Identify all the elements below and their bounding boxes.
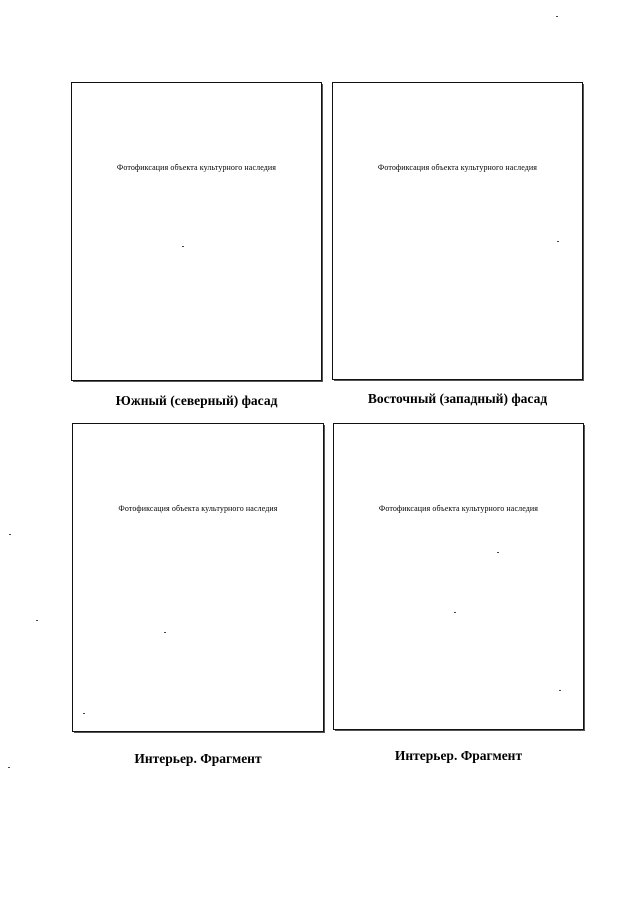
scan-speck bbox=[9, 534, 11, 535]
scan-speck bbox=[83, 713, 85, 714]
scan-speck bbox=[454, 612, 456, 613]
caption-east-facade: Восточный (западный) фасад bbox=[367, 391, 548, 406]
photo-frame-interior-1 bbox=[72, 423, 324, 732]
scan-speck bbox=[556, 16, 558, 17]
scan-speck bbox=[36, 620, 38, 621]
photo-frame-interior-2 bbox=[333, 423, 584, 730]
photo-frame-south-facade bbox=[71, 82, 322, 381]
scan-speck bbox=[8, 767, 10, 768]
caption-interior-1: Интерьер. Фрагмент bbox=[134, 751, 262, 766]
photo-frame-east-facade bbox=[332, 82, 583, 380]
caption-interior-2: Интерьер. Фрагмент bbox=[394, 748, 523, 763]
scan-speck bbox=[182, 246, 184, 247]
scan-speck bbox=[497, 552, 499, 553]
photo-placeholder-text: Фотофиксация объекта культурного наследия bbox=[377, 163, 538, 172]
scan-speck bbox=[559, 690, 561, 691]
caption-south-facade: Южный (северный) фасад bbox=[115, 393, 278, 408]
scan-speck bbox=[557, 241, 559, 242]
photo-placeholder-text: Фотофиксация объекта культурного наследия bbox=[118, 504, 278, 513]
photo-placeholder-text: Фотофиксация объекта культурного наследия bbox=[116, 163, 277, 172]
scan-speck bbox=[164, 632, 166, 633]
photo-placeholder-text: Фотофиксация объекта культурного наследия bbox=[378, 504, 539, 513]
